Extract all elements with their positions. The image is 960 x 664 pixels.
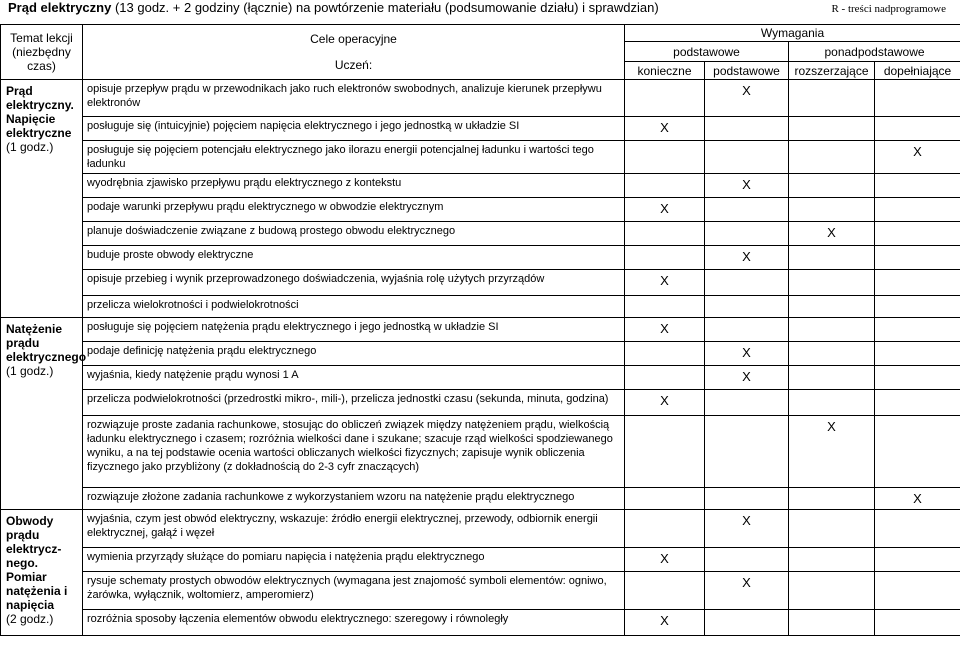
requirement-cell	[625, 390, 705, 416]
requirement-cell	[705, 572, 789, 610]
requirement-mark: X	[660, 321, 669, 336]
goal-text: podaje definicję natężenia prądu elektrycznego	[83, 342, 625, 366]
requirement-cell	[875, 80, 960, 117]
goal-text: opisuje przebieg i wynik przeprowadzonego doświadczenia, wyjaśnia rolę użytych przyrządów	[83, 270, 625, 296]
requirement-mark: X	[660, 273, 669, 288]
requirement-cell	[625, 318, 705, 342]
requirement-cell	[625, 548, 705, 572]
requirement-cell	[875, 610, 960, 636]
goal-text: posługuje się pojęciem natężenia prądu elektrycznego i jego jednostką w układzie SI	[83, 318, 625, 342]
goal-text: planuje doświadczenie związane z budową prostego obwodu elektrycznego	[83, 222, 625, 246]
requirement-cell	[789, 510, 875, 548]
requirement-cell	[875, 222, 960, 246]
requirement-cell	[625, 117, 705, 141]
col-goals-header: Cele operacyjne Uczeń:	[83, 25, 625, 80]
requirement-cell	[789, 296, 875, 318]
requirement-cell	[625, 510, 705, 548]
table-row	[1, 141, 960, 174]
table-row	[1, 510, 960, 548]
requirement-cell	[789, 246, 875, 270]
requirement-mark: X	[660, 613, 669, 628]
goal-text: przelicza podwielokrotności (przedrostki mikro-, mili-), przelicza jednostki czasu (sekunda, minuta, godzina)	[83, 390, 625, 416]
requirement-cell	[789, 416, 875, 488]
group-basic-header: podstawowe	[625, 42, 789, 62]
col-topic-header: Temat lekcji (niezbędny czas)	[1, 25, 83, 80]
table-row	[1, 318, 960, 342]
requirement-cell	[705, 390, 789, 416]
goal-text: wyjaśnia, czym jest obwód elektryczny, wskazuje: źródło energii elektrycznej, przewody, odbiornik energii elektrycznej, gałąź i węzeł	[83, 510, 625, 548]
requirement-cell	[789, 548, 875, 572]
requirement-mark: X	[742, 83, 751, 98]
requirement-cell	[705, 488, 789, 510]
requirement-cell	[625, 222, 705, 246]
table-row	[1, 610, 960, 636]
requirement-cell	[705, 198, 789, 222]
requirement-cell	[789, 318, 875, 342]
lesson-topic	[1, 318, 87, 510]
subcol-header: dopełniające	[875, 62, 960, 80]
page-title: Prąd elektryczny (13 godz. + 2 godziny (łącznie) na powtórzenie materiału (podsumowanie działu) i sprawdzian)	[8, 0, 659, 15]
subcol-header: rozszerzające	[789, 62, 875, 80]
requirement-cell	[789, 222, 875, 246]
requirement-cell	[625, 141, 705, 174]
goal-text: rozróżnia sposoby łączenia elementów obwodu elektrycznego: szeregowy i równoległy	[83, 610, 625, 636]
goal-text: rozwiązuje proste zadania rachunkowe, stosując do obliczeń związek między natężeniem prądu, wielkością ładunku elektrycznego i czasem; rozróżnia wielkości dane i szukane; szacuje rząd wielkości spodziewanego wyniku, a na tej podstawie ocenia wartości obliczanych wielkości fizycznych; zapisuje wynik obliczenia fizycznego jako przybliżony (z dokładnością do 2-3 cyfr znaczących)	[83, 416, 625, 488]
lesson-topic-name: Prąd elektryczny. Napięcie elektryczne	[6, 84, 74, 140]
requirement-cell	[875, 318, 960, 342]
subcol-header: konieczne	[625, 62, 705, 80]
requirement-cell	[705, 222, 789, 246]
table-row	[1, 117, 960, 141]
requirement-cell	[705, 80, 789, 117]
requirement-mark: X	[742, 575, 751, 590]
requirement-cell	[705, 141, 789, 174]
requirement-cell	[789, 80, 875, 117]
goal-text: buduje proste obwody elektryczne	[83, 246, 625, 270]
requirement-cell	[625, 366, 705, 390]
table-row	[1, 246, 960, 270]
subcol-header: podstawowe	[705, 62, 789, 80]
requirement-cell	[789, 117, 875, 141]
requirement-cell	[705, 416, 789, 488]
requirement-cell	[789, 390, 875, 416]
table-row	[1, 342, 960, 366]
requirement-cell	[875, 141, 960, 174]
table-row	[1, 296, 960, 318]
requirement-cell	[625, 296, 705, 318]
lesson-topic-time: (2 godz.)	[6, 612, 54, 626]
table-row	[1, 416, 960, 488]
requirement-cell	[875, 572, 960, 610]
requirement-mark: X	[827, 419, 836, 434]
lesson-topic-time: (1 godz.)	[6, 364, 54, 378]
goal-text: wyodrębnia zjawisko przepływu prądu elektrycznego z kontekstu	[83, 174, 625, 198]
requirement-cell	[705, 510, 789, 548]
col-requirements-header: Wymagania	[625, 25, 960, 42]
goal-text: wyjaśnia, kiedy natężenie prądu wynosi 1 A	[83, 366, 625, 390]
requirement-cell	[789, 572, 875, 610]
requirement-mark: X	[913, 144, 922, 159]
requirement-cell	[625, 198, 705, 222]
lesson-topic	[1, 510, 83, 636]
requirements-table	[0, 24, 960, 636]
requirement-cell	[789, 342, 875, 366]
table-row	[1, 174, 960, 198]
lesson-topic-time: (1 godz.)	[6, 140, 54, 154]
requirement-cell	[875, 488, 960, 510]
requirement-cell	[875, 416, 960, 488]
requirement-cell	[625, 342, 705, 366]
requirement-cell	[875, 117, 960, 141]
requirement-cell	[625, 488, 705, 510]
goal-text: posługuje się pojęciem potencjału elektrycznego jako ilorazu energii potencjalnej ładunku i wartości tego ładunku	[83, 141, 625, 174]
requirement-cell	[875, 174, 960, 198]
requirement-cell	[875, 342, 960, 366]
requirement-mark: X	[827, 225, 836, 240]
requirement-cell	[789, 198, 875, 222]
goal-text: posługuje się (intuicyjnie) pojęciem napięcia elektrycznego i jego jednostką w układzie SI	[83, 117, 625, 141]
table-row	[1, 548, 960, 572]
table-row	[1, 572, 960, 610]
requirement-cell	[625, 572, 705, 610]
requirement-cell	[789, 488, 875, 510]
requirement-cell	[789, 174, 875, 198]
requirement-cell	[875, 246, 960, 270]
legend-note: R - treści nadprogramowe	[831, 3, 946, 15]
requirement-cell	[875, 390, 960, 416]
requirement-cell	[625, 610, 705, 636]
requirement-cell	[705, 296, 789, 318]
requirement-mark: X	[742, 249, 751, 264]
lesson-topic-name: Natężenie prądu elektrycznego	[6, 322, 87, 364]
requirement-mark: X	[660, 201, 669, 216]
goal-text: opisuje przepływ prądu w przewodnikach jako ruch elektronów swobodnych, analizuje kierunek przepływu elektronów	[83, 80, 625, 117]
goal-text: rysuje schematy prostych obwodów elektrycznych (wymagana jest znajomość symboli elementów: ogniwo, żarówka, wyłącznik, woltomierz, amperomierz)	[83, 572, 625, 610]
requirement-cell	[705, 117, 789, 141]
goal-text: rozwiązuje złożone zadania rachunkowe z wykorzystaniem wzoru na natężenie prądu elektrycznego	[83, 488, 625, 510]
requirement-mark: X	[742, 345, 751, 360]
requirement-cell	[875, 270, 960, 296]
requirement-cell	[705, 174, 789, 198]
requirement-cell	[625, 246, 705, 270]
goal-text: podaje warunki przepływu prądu elektrycznego w obwodzie elektrycznym	[83, 198, 625, 222]
table-row	[1, 488, 960, 510]
requirement-cell	[705, 342, 789, 366]
requirement-mark: X	[660, 120, 669, 135]
requirement-cell	[789, 141, 875, 174]
requirement-cell	[705, 318, 789, 342]
requirement-cell	[705, 366, 789, 390]
group-advanced-header: ponadpodstawowe	[789, 42, 960, 62]
requirement-cell	[705, 270, 789, 296]
goal-text: przelicza wielokrotności i podwielokrotności	[83, 296, 625, 318]
requirement-cell	[705, 610, 789, 636]
requirement-cell	[705, 548, 789, 572]
table-row	[1, 222, 960, 246]
requirement-cell	[789, 270, 875, 296]
requirement-mark: X	[742, 369, 751, 384]
table-row	[1, 80, 960, 117]
requirement-cell	[705, 246, 789, 270]
table-row	[1, 270, 960, 296]
requirement-cell	[875, 548, 960, 572]
requirement-cell	[875, 198, 960, 222]
requirement-cell	[625, 80, 705, 117]
requirement-mark: X	[660, 551, 669, 566]
requirement-cell	[789, 366, 875, 390]
lesson-topic-name: Obwody prądu elektrycz-nego. Pomiar natężenia i napięcia	[6, 514, 68, 612]
requirement-cell	[875, 366, 960, 390]
requirement-cell	[625, 174, 705, 198]
requirement-cell	[625, 416, 705, 488]
lesson-topic	[1, 80, 83, 318]
requirement-mark: X	[742, 513, 751, 528]
table-row	[1, 390, 960, 416]
requirement-cell	[789, 610, 875, 636]
table-row	[1, 366, 960, 390]
requirement-mark: X	[913, 491, 922, 506]
requirement-cell	[625, 270, 705, 296]
requirement-mark: X	[742, 177, 751, 192]
table-row	[1, 198, 960, 222]
requirement-cell	[875, 510, 960, 548]
requirement-cell	[875, 296, 960, 318]
goal-text: wymienia przyrządy służące do pomiaru napięcia i natężenia prądu elektrycznego	[83, 548, 625, 572]
requirement-mark: X	[660, 393, 669, 408]
